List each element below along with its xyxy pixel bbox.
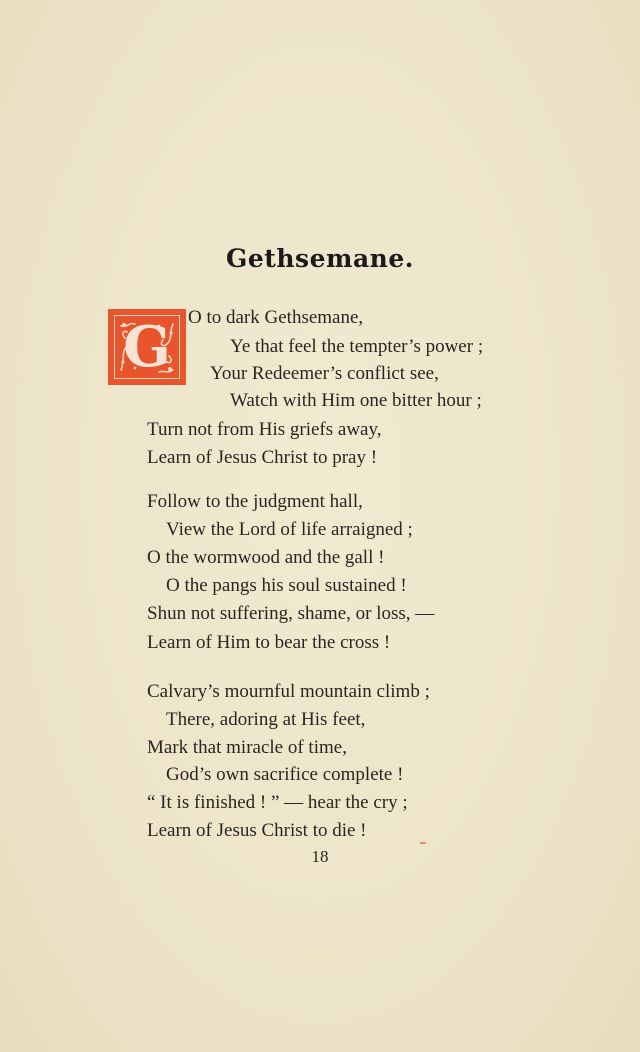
verse-line: Turn not from His griefs away, [147, 419, 382, 440]
decorated-initial [108, 309, 186, 385]
verse-line: O the pangs his soul sustained ! [166, 575, 407, 596]
verse-line: Learn of Jesus Christ to die ! [147, 820, 367, 841]
verse-line: Ye that feel the tempter’s power ; [230, 336, 484, 357]
page-number: 18 [311, 847, 329, 866]
ink-speck [420, 842, 426, 844]
verse-line: Learn of Jesus Christ to pray ! [147, 447, 378, 468]
verse-line: Your Redeemer’s conflict see, [210, 363, 439, 384]
verse-line: Calvary’s mournful mountain climb ; [147, 681, 430, 702]
verse-line: “ It is finished ! ” — hear the cry ; [147, 792, 408, 813]
verse-line: O to dark Gethsemane, [188, 307, 364, 328]
verse-line: Watch with Him one bitter hour ; [230, 390, 482, 411]
verse-line: Follow to the judgment hall, [147, 491, 363, 512]
verse-line: God’s own sacrifice complete ! [166, 764, 404, 785]
verse-line: Mark that miracle of time, [147, 737, 347, 758]
poem-title: Gethsemane. [226, 244, 414, 273]
initial-frame [114, 315, 180, 379]
verse-line: Shun not suffering, shame, or loss, — [147, 603, 435, 624]
initial-letter: G [123, 315, 171, 379]
verse-line: O the wormwood and the gall ! [147, 547, 385, 568]
verse-line: There, adoring at His feet, [166, 709, 366, 730]
verse-line: Learn of Him to bear the cross ! [147, 632, 391, 653]
verse-line: View the Lord of life arraigned ; [166, 519, 413, 540]
